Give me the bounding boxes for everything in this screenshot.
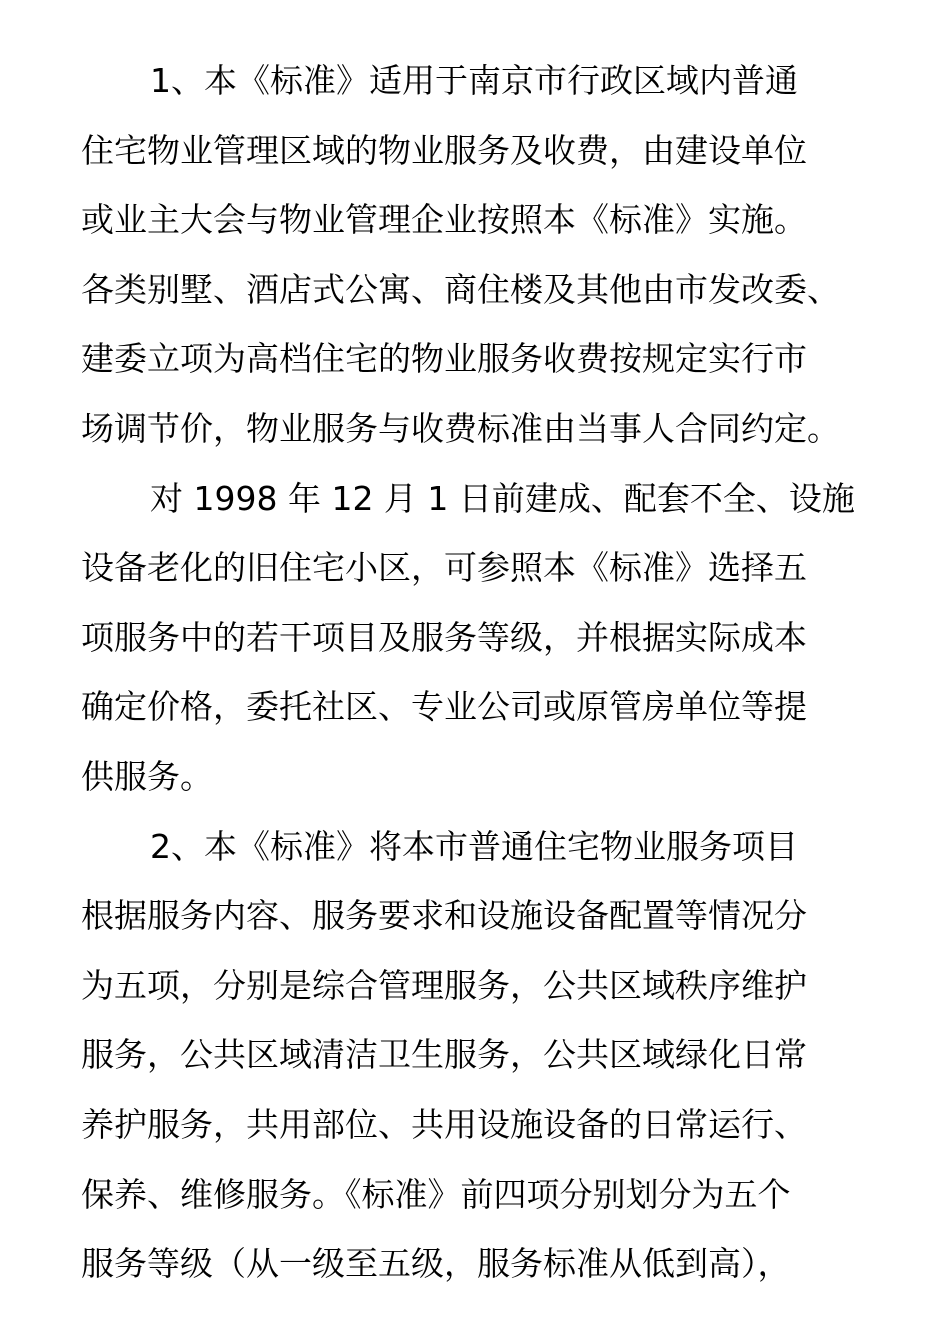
paragraph-1-line-3: 或业主大会与物业管理企业按照本《标准》实施。 <box>81 200 807 240</box>
paragraph-3-line-6: 保养、维修服务。《标准》前四项分别划分为五个 <box>81 1174 791 1214</box>
paragraph-3-line-2: 根据服务内容、服务要求和设施设备配置等情况分 <box>81 896 807 936</box>
paragraph-3-line-3: 为五项，分别是综合管理服务，公共区域秩序维护 <box>81 965 807 1005</box>
paragraph-2-line-5: 供服务。 <box>81 756 213 796</box>
paragraph-3-line-5: 养护服务，共用部位、共用设施设备的日常运行、 <box>81 1104 807 1144</box>
paragraph-1-line-6: 场调节价，物业服务与收费标准由当事人合同约定。 <box>81 408 840 448</box>
paragraph-2-line-4: 确定价格，委托社区、专业公司或原管房单位等提 <box>81 687 807 727</box>
paragraph-1-line-5: 建委立项为高档住宅的物业服务收费按规定实行市 <box>81 339 807 379</box>
document-body <box>81 46 871 1299</box>
paragraph-3-line-4: 服务，公共区域清洁卫生服务，公共区域绿化日常 <box>81 1035 807 1075</box>
paragraph-1-line-4: 各类别墅、酒店式公寓、商住楼及其他由市发改委、 <box>81 269 840 309</box>
paragraph-1-line-2: 住宅物业管理区域的物业服务及收费，由建设单位 <box>81 130 807 170</box>
paragraph-2-line-2: 设备老化的旧住宅小区，可参照本《标准》选择五 <box>81 548 807 588</box>
paragraph-2-line-3: 项服务中的若干项目及服务等级，并根据实际成本 <box>81 617 807 657</box>
paragraph-2-line-1: 对 1998 年 12 月 1 日前建成、配套不全、设施 <box>150 478 855 518</box>
paragraph-1-line-1: 1、本《标准》适用于南京市行政区域内普通 <box>150 61 798 100</box>
paragraph-3-line-7: 服务等级（从一级至五级，服务标准从低到高）， <box>81 1244 791 1284</box>
paragraph-3-line-1: 2、本《标准》将本市普通住宅物业服务项目 <box>150 826 798 866</box>
